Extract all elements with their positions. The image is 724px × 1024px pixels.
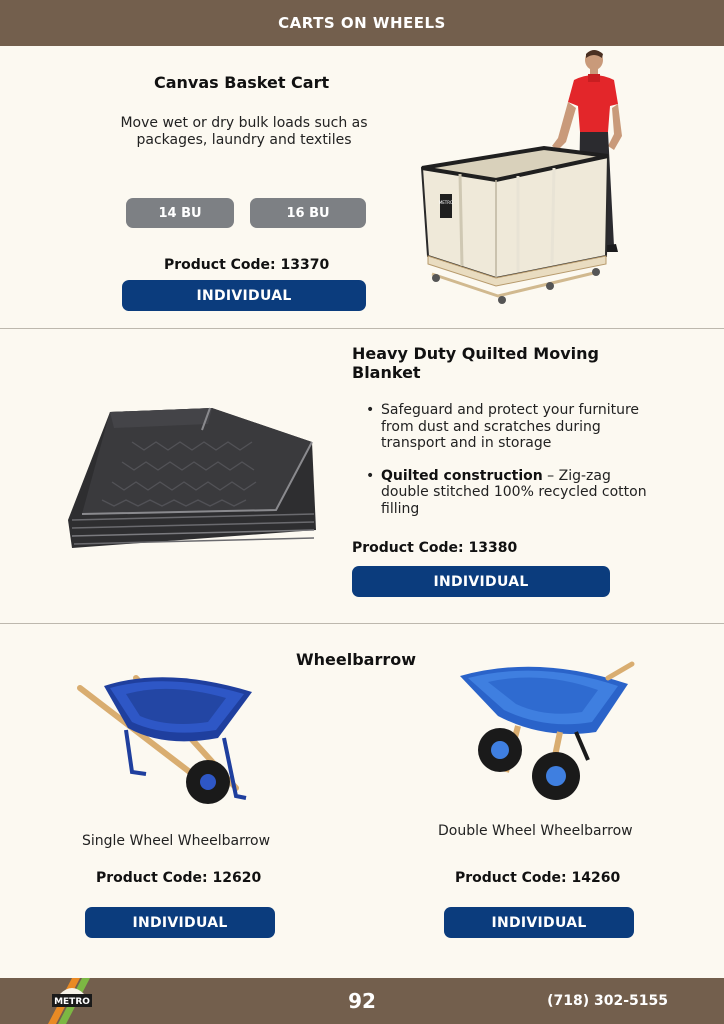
size-option-16bu[interactable]: 16 BU	[250, 198, 366, 228]
blanket-feature-2-bold: Quilted construction	[381, 467, 543, 484]
blanket-feature-1: • Safeguard and protect your furniture from dust and scratches during transport and in storage	[366, 402, 640, 451]
double-wheelbarrow-product-code: Product Code: 14260	[455, 870, 621, 886]
double-wheelbarrow-individual-button[interactable]: INDIVIDUAL	[444, 907, 634, 938]
blanket-title: Heavy Duty Quilted Moving Blanket	[352, 344, 599, 382]
canvas-cart-individual-button[interactable]: INDIVIDUAL	[122, 280, 366, 311]
single-wheelbarrow-product-code: Product Code: 12620	[96, 870, 262, 886]
page-header	[0, 0, 724, 46]
blanket-feature-2: • Quilted construction – Zig-zag double stitched 100% recycled cotton filling	[366, 467, 647, 517]
blanket-feature-1-text: Safeguard and protect your furniture from dust and scratches during transport and in storage	[381, 402, 640, 451]
logo-text: METRO	[54, 997, 90, 1007]
canvas-basket	[422, 148, 608, 304]
moving-blanket-image	[62, 402, 320, 552]
cart-tag-text: METRO	[438, 200, 454, 205]
blanket-product-code: Product Code: 13380	[352, 540, 518, 556]
wheelbarrow-title: Wheelbarrow	[296, 650, 417, 669]
page-number: 92	[348, 989, 376, 1013]
canvas-cart-description: Move wet or dry bulk loads such as packages, laundry and textiles	[120, 115, 368, 148]
canvas-cart-title: Canvas Basket Cart	[154, 73, 330, 92]
header-title: CARTS ON WHEELS	[278, 14, 446, 32]
size-option-14bu[interactable]: 14 BU	[126, 198, 234, 228]
blanket-feature-2-text: – Zig-zag double stitched 100% recycled cotton filling	[381, 467, 647, 517]
single-wheelbarrow-caption: Single Wheel Wheelbarrow	[82, 833, 271, 849]
single-wheelbarrow-individual-button[interactable]: INDIVIDUAL	[85, 907, 275, 938]
blanket-individual-button[interactable]: INDIVIDUAL	[352, 566, 610, 597]
canvas-cart-image	[418, 46, 628, 308]
double-wheelbarrow-caption: Double Wheel Wheelbarrow	[438, 823, 633, 839]
single-wheelbarrow-image	[76, 664, 254, 814]
section-divider-1	[0, 328, 724, 329]
double-wheelbarrow-image	[458, 656, 634, 808]
canvas-cart-product-code: Product Code: 13370	[164, 257, 330, 273]
blanket-feature-list	[362, 402, 662, 533]
section-divider-2	[0, 623, 724, 624]
phone-number[interactable]: (718) 302-5155	[547, 993, 668, 1009]
page-footer	[0, 978, 724, 1024]
